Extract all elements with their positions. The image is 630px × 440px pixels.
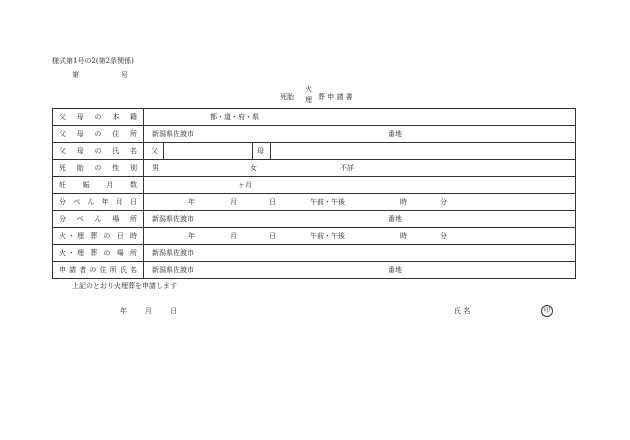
honseki-prefecture: 都・道・府・県	[210, 113, 259, 121]
kaso-minute: 分	[440, 232, 447, 240]
bunben-ampm[interactable]: 午前・午後	[310, 198, 345, 206]
row-shimei	[53, 143, 576, 160]
seal-icon: 印	[541, 305, 553, 317]
bunben-year: 年	[188, 198, 195, 206]
number-dai: 第	[72, 71, 79, 79]
title-option-top: 火	[305, 85, 312, 93]
row-applicant	[53, 262, 576, 279]
jusho-banchi: 番地	[388, 130, 402, 138]
row-kaso-date	[53, 228, 576, 245]
row-kaso-place	[53, 245, 576, 262]
honseki-label: 父 母 の 本 籍	[53, 109, 144, 126]
row-honseki	[53, 109, 576, 126]
bunben-hour: 時	[400, 198, 407, 206]
honseki-field[interactable]	[144, 109, 576, 126]
applicant-name-field[interactable]	[490, 306, 538, 316]
kaso-hour: 時	[400, 232, 407, 240]
title-suffix: 葬 申 請 書	[318, 93, 353, 101]
mother-name-field[interactable]	[271, 143, 571, 159]
seibetsu-field	[144, 160, 576, 177]
applicant-banchi: 番地	[388, 266, 402, 274]
sex-female-option[interactable]: 女	[250, 164, 257, 172]
bunben-place-city: 新潟県佐渡市	[152, 215, 194, 223]
kaso-year: 年	[188, 232, 195, 240]
footer-month: 月	[145, 307, 152, 315]
jusho-label: 父 母 の 住 所	[53, 126, 144, 143]
number-go: 号	[121, 71, 128, 79]
footer-day: 日	[170, 307, 177, 315]
row-bunben-place	[53, 211, 576, 228]
applicant-field[interactable]	[144, 262, 576, 279]
footer-year: 年	[120, 307, 127, 315]
kaso-day: 日	[269, 232, 276, 240]
shimei-label: 父 母 の 氏 名	[53, 143, 144, 160]
sex-unknown-option[interactable]: 不詳	[340, 164, 354, 172]
applicant-label: 申請者の住所氏名	[53, 262, 144, 279]
row-bunben-date	[53, 194, 576, 211]
bunben-place-banchi: 番地	[388, 215, 402, 223]
kaso-place-field[interactable]	[144, 245, 576, 262]
father-label: 父	[151, 147, 158, 155]
kaso-place-city: 新潟県佐渡市	[152, 249, 194, 257]
kaso-date-label: 火・埋 葬 の 日 時	[53, 228, 144, 245]
applicant-city: 新潟県佐渡市	[152, 266, 194, 274]
row-seibetsu	[53, 160, 576, 177]
ninshin-field[interactable]	[144, 177, 576, 194]
ninshin-months: ヶ月	[238, 181, 252, 189]
bunben-minute: 分	[440, 198, 447, 206]
form-number: 様式第1号の2(第2条関係)	[52, 57, 134, 65]
row-ninshin	[53, 177, 576, 194]
seibetsu-label: 死 胎 の 性 別	[53, 160, 144, 177]
bunben-place-field[interactable]	[144, 211, 576, 228]
kaso-ampm[interactable]: 午前・午後	[310, 232, 345, 240]
kaso-month: 月	[230, 232, 237, 240]
title-option-bottom: 埋	[305, 96, 312, 104]
bunben-date-label: 分 べ ん 年 月 日	[53, 194, 144, 211]
title-prefix: 死胎	[280, 93, 294, 101]
bunben-day: 日	[269, 198, 276, 206]
kaso-place-label: 火・埋 葬 の 場 所	[53, 245, 144, 262]
jusho-city: 新潟県佐渡市	[152, 130, 194, 138]
mother-label: 母	[257, 147, 264, 155]
bunben-month: 月	[230, 198, 237, 206]
ninshin-label: 妊 娠 月 数	[53, 177, 144, 194]
row-jusho	[53, 126, 576, 143]
form-table	[52, 108, 576, 279]
shimei-field	[144, 143, 576, 160]
bunben-date-field[interactable]	[144, 194, 576, 211]
kaso-date-field[interactable]	[144, 228, 576, 245]
bunben-place-label: 分 べ ん 場 所	[53, 211, 144, 228]
sex-male-option[interactable]: 男	[152, 164, 159, 172]
name-label: 氏 名	[454, 307, 471, 315]
statement: 上記のとおり火埋葬を申請します	[72, 282, 177, 290]
father-name-field[interactable]	[164, 143, 252, 159]
jusho-field[interactable]	[144, 126, 576, 143]
